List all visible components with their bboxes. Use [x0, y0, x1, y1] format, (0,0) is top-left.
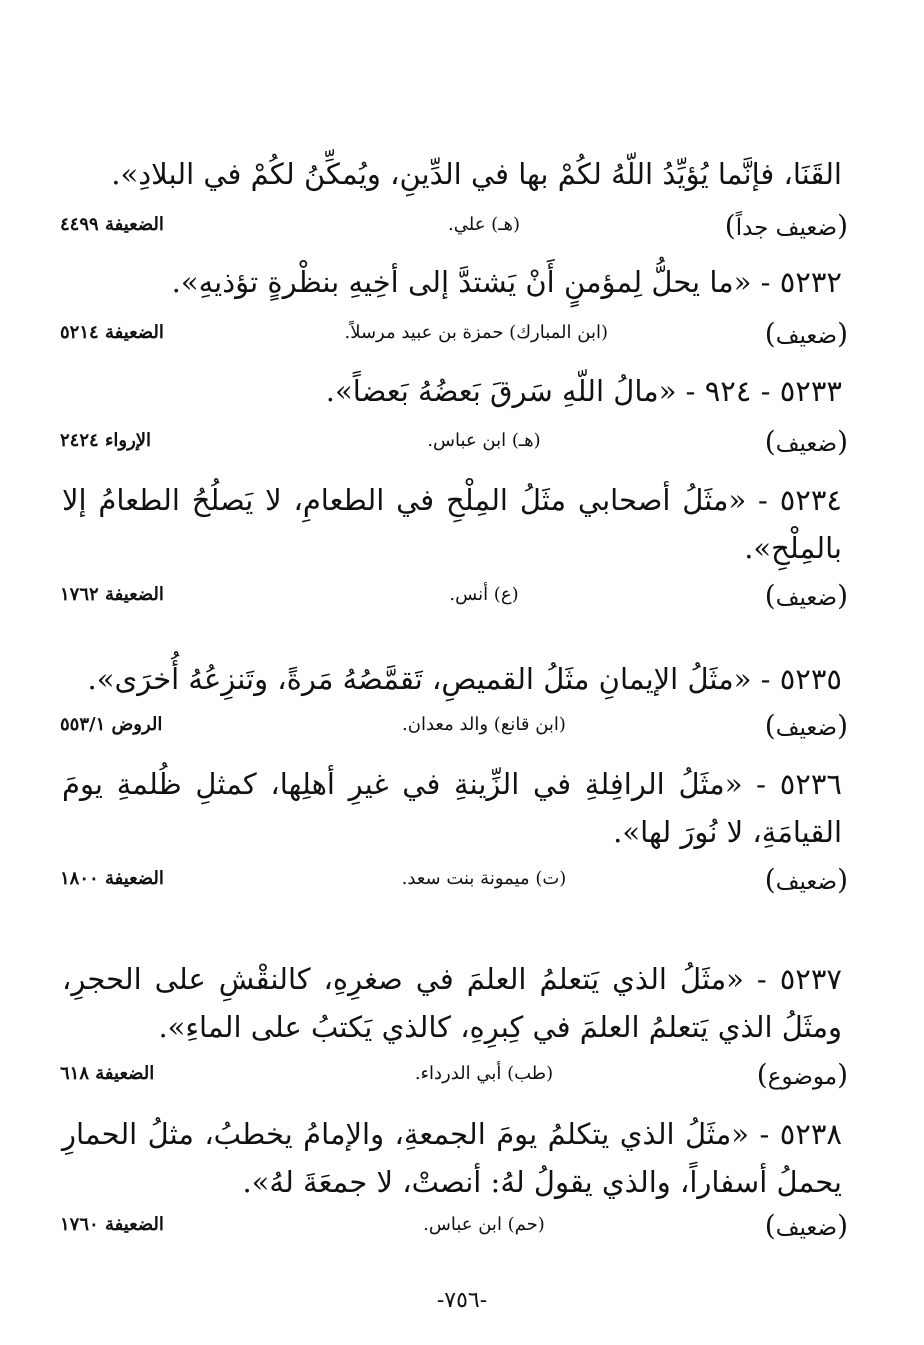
reference: الضعيفة ١٧٦٢ [60, 584, 164, 605]
reference: الضعيفة ١٧٦٠ [60, 1214, 164, 1235]
hadith-5235: ٥٢٣٥ - «مثَلُ الإيمانِ مثَلُ القميصِ، تَقمَّصُهُ مَرةً، وتَنزِعُهُ أُخرَى». [87, 662, 842, 696]
hadith-5234: ٥٢٣٤ - «مثَلُ أصحابي مثَلُ المِلْحِ في الطعامِ، لا يَصلُحُ الطعامُ إلا بالمِلْحِ». [62, 483, 842, 565]
hadith-text-continuation: القَنَا، فإنَّما يُؤيِّدُ اللّهُ لكُمْ بها في الدِّينِ، ويُمكِّنُ لكُمْ في البلادِ». [111, 157, 842, 191]
reference: الروض ٥٥٣/١ [60, 714, 163, 735]
entry-meta [60, 1208, 848, 1248]
source-citation: (حم) ابن عباس. [423, 1214, 545, 1235]
grade-text: ضعيف [775, 715, 838, 741]
entry-meta [60, 316, 848, 356]
source-citation: (هـ) ابن عباس. [427, 430, 541, 451]
source-citation: (ع) أنس. [449, 584, 519, 605]
entry-meta [60, 1057, 848, 1097]
grade-label: (ضعيف جداً) [724, 209, 848, 242]
reference: الضعيفة ٦١٨ [60, 1063, 155, 1084]
grade-label: (ضعيف) [764, 317, 848, 350]
entry-meta [60, 424, 848, 464]
hadith-5237: ٥٢٣٧ - «مثَلُ الذي يَتعلمُ العلمَ في صغرِهِ، كالنقْشِ على الحجرِ، ومثَلُ الذي يَتعلمُ العلمَ في كِبرِهِ، كالذي يَكتبُ على الماءِ». [62, 962, 842, 1044]
hadith-5233: ٥٢٣٣ - ٩٢٤ - «مالُ اللّهِ سَرقَ بَعضُهُ بَعضاً». [325, 374, 842, 408]
grade-text: ضعيف [775, 869, 838, 895]
reference: الضعيفة ١٨٠٠ [60, 868, 164, 889]
grade-text: ضعيف [775, 1215, 838, 1241]
entry-meta [60, 708, 848, 748]
entry-meta [60, 208, 848, 248]
grade-text: ضعيف [775, 323, 838, 349]
reference: الإرواء ٢٤٢٤ [60, 430, 152, 451]
grade-text: ضعيف [775, 585, 838, 611]
entry-meta [60, 862, 848, 902]
grade-label: (ضعيف) [764, 579, 848, 612]
hadith-5238: ٥٢٣٨ - «مثَلُ الذي يتكلمُ يومَ الجمعةِ، والإمامُ يخطبُ، مثلُ الحمارِ يحملُ أسفاراً، والذي يقولُ لهُ: أنصتْ، لا جمعَةَ لهُ». [62, 1117, 842, 1199]
grade-label: (ضعيف) [764, 1209, 848, 1242]
reference: الضعيفة ٥٢١٤ [60, 322, 164, 343]
source-citation: (ابن قانع) والد معدان. [402, 714, 566, 735]
entry-meta [60, 578, 848, 618]
source-citation: (طب) أبي الدرداء. [414, 1063, 554, 1084]
grade-text: ضعيف جداً [735, 215, 838, 241]
grade-label: (ضعيف) [764, 863, 848, 896]
page-number: -٧٥٦- [436, 1288, 488, 1313]
grade-label: (ضعيف) [764, 709, 848, 742]
hadith-5232: ٥٢٣٢ - «ما يحلُّ لِمؤمنٍ أَنْ يَشتدَّ إلى أخِيهِ بنظْرةٍ تؤذيهِ». [171, 265, 842, 299]
grade-label: (موضوع) [756, 1058, 848, 1091]
grade-text: موضوع [767, 1064, 838, 1090]
reference: الضعيفة ٤٤٩٩ [60, 214, 164, 235]
grade-label: (ضعيف) [764, 425, 848, 458]
source-citation: (ت) ميمونة بنت سعد. [401, 868, 567, 889]
source-citation: (هـ) علي. [448, 214, 520, 235]
source-citation: (ابن المبارك) حمزة بن عبيد مرسلاً. [344, 322, 608, 343]
hadith-5236: ٥٢٣٦ - «مثَلُ الرافِلةِ في الزِّينةِ في غيرِ أهلِها، كمثلِ ظُلمةِ يومَ القيامَةِ، لا نُورَ لها». [62, 767, 842, 849]
grade-text: ضعيف [775, 431, 838, 457]
